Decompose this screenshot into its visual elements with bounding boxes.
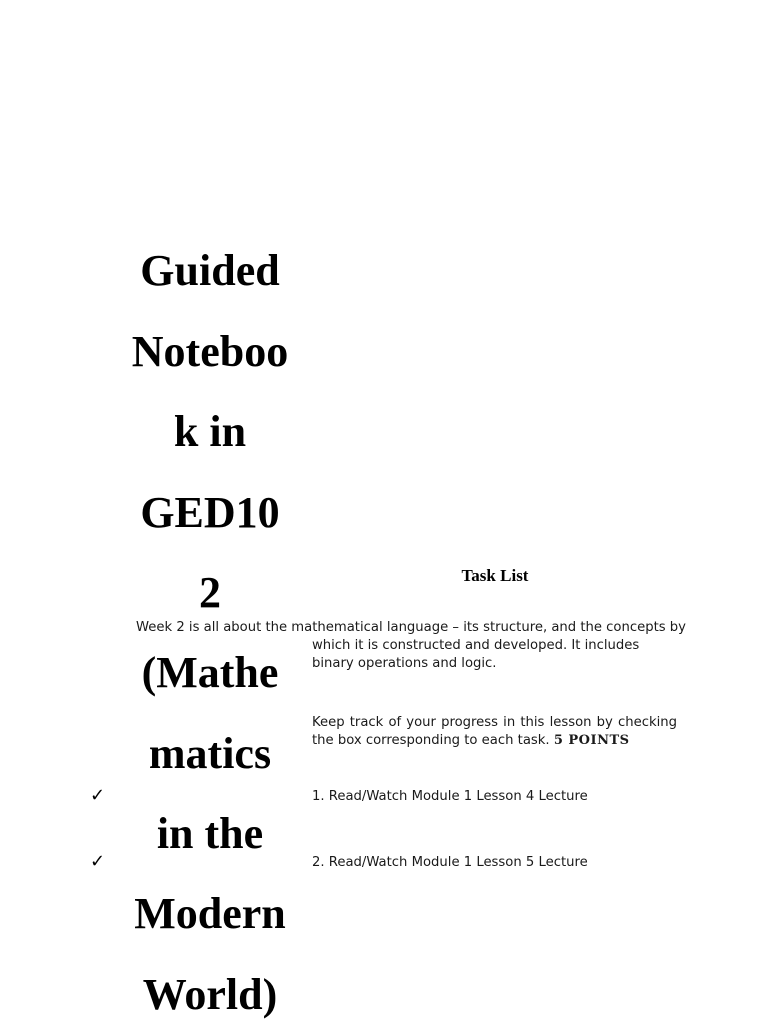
title-line: in the (156, 809, 264, 858)
checkmark-icon[interactable]: ✓ (90, 785, 106, 806)
intro-paragraph-line: Week 2 is all about the mathematical language – its structure, and the concepts by (136, 620, 686, 635)
title-line: matics (148, 729, 272, 778)
instructions-paragraph (312, 714, 677, 750)
title-line: Guided (140, 246, 280, 295)
title-line: (Mathe (141, 648, 279, 697)
task-item: 2. Read/Watch Module 1 Lesson 5 Lecture (312, 855, 588, 870)
intro-paragraph-continuation (312, 637, 712, 673)
title-line: World) (142, 970, 278, 1019)
points-label: 5 POINTS (553, 733, 630, 748)
title-line: k in (173, 407, 247, 456)
instructions-text: Keep track of your progress in this lesson by checking the box corresponding to each task. (312, 715, 677, 748)
checkmark-icon[interactable]: ✓ (90, 851, 106, 872)
task-list-heading: Task List (461, 566, 529, 585)
title-line: Modern (134, 889, 286, 938)
title-line: GED10 (140, 488, 280, 537)
title-line: 2 (199, 568, 221, 617)
intro-paragraph-line: which it is constructed and developed. It includes (312, 638, 640, 653)
title-line: Noteboo (131, 327, 289, 376)
task-item: 1. Read/Watch Module 1 Lesson 4 Lecture (312, 789, 588, 804)
intro-paragraph-line: binary operations and logic. (312, 656, 497, 671)
